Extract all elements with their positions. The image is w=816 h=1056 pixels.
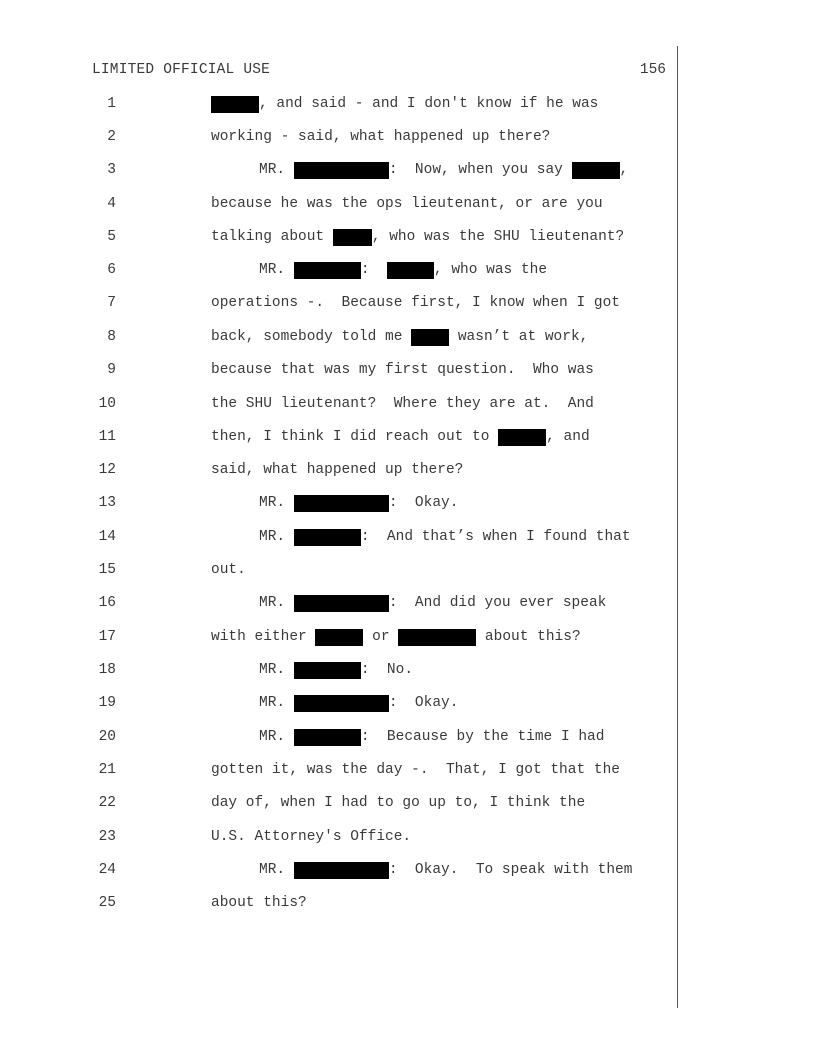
redaction-block [333,229,372,246]
text-segment: : Because by the time I had [360,729,605,745]
line-text [211,559,246,581]
redaction-block [294,495,389,512]
speaker-prefix: MR. [259,495,294,511]
line-text [259,692,458,714]
line-number: 2 [107,129,116,145]
line-number: 20 [98,729,116,745]
text-segment: or [363,629,399,645]
text-segment: said, what happened up there? [211,462,464,478]
line-text [211,759,620,781]
text-segment: , [619,162,629,178]
line-number: 8 [107,329,116,345]
line-number: 13 [98,495,116,511]
page-number: 156 [639,62,666,78]
line-text [259,492,458,514]
line-text [259,159,628,181]
transcript-line [0,759,816,781]
text-segment: out. [211,562,246,578]
line-number: 5 [107,229,116,245]
line-text [211,359,594,381]
transcript-line [0,426,816,448]
text-segment: : And that’s when I found that [360,529,631,545]
text-segment: : No. [360,662,414,678]
transcript-line [0,93,816,115]
transcript-line [0,259,816,281]
transcript-line [0,592,816,614]
speaker-prefix: MR. [259,662,294,678]
line-number: 25 [98,895,116,911]
text-segment: about this? [211,895,307,911]
redaction-block [294,162,389,179]
text-segment: U.S. Attorney's Office. [211,829,412,845]
text-segment: : And did you ever speak [388,595,607,611]
transcript-line [0,326,816,348]
text-segment: day of, when I had to go up to, I think the [211,795,586,811]
transcript-line [0,292,816,314]
transcript-line [0,726,816,748]
speaker-prefix: MR. [259,729,294,745]
text-segment: : Okay. [388,695,459,711]
redaction-block [294,695,389,712]
line-number: 3 [107,162,116,178]
transcript-line [0,459,816,481]
redaction-block [294,262,361,279]
line-number: 7 [107,295,116,311]
redaction-block [498,429,546,446]
line-text [211,626,581,648]
line-text [211,826,411,848]
speaker-prefix: MR. [259,529,294,545]
text-segment: : Okay. [388,495,459,511]
line-number: 12 [98,462,116,478]
transcript-line [0,393,816,415]
text-segment: : [360,262,387,278]
line-number: 21 [98,762,116,778]
line-text [259,659,413,681]
line-text [259,592,606,614]
text-segment: with either [211,629,316,645]
transcript-line [0,159,816,181]
transcript-line [0,892,816,914]
line-text [259,726,604,748]
speaker-prefix: MR. [259,262,294,278]
transcript-line [0,492,816,514]
text-segment: gotten it, was the day -. That, I got that the [211,762,620,778]
line-number: 16 [98,595,116,611]
line-number: 18 [98,662,116,678]
text-segment: , who was the SHU lieutenant? [371,229,625,245]
transcript-line [0,792,816,814]
line-number: 11 [98,429,116,445]
transcript-line [0,859,816,881]
transcript-line [0,659,816,681]
text-segment: back, somebody told me [211,329,412,345]
transcript-line [0,359,816,381]
line-text [211,459,463,481]
text-segment: because he was the ops lieutenant, or are you [211,196,603,212]
line-text [211,326,588,348]
line-text [211,892,307,914]
line-number: 9 [107,362,116,378]
line-text [259,859,632,881]
text-segment: : Okay. To speak with them [388,862,633,878]
text-segment: , who was the [433,262,548,278]
transcript-line [0,626,816,648]
transcript-line [0,826,816,848]
text-segment: , and [546,429,590,445]
speaker-prefix: MR. [259,862,294,878]
line-text [259,526,631,548]
line-number: 19 [98,695,116,711]
classification-header: LIMITED OFFICIAL USE [92,62,271,78]
redaction-block [411,329,449,346]
redaction-block [387,262,434,279]
text-segment: about this? [476,629,581,645]
line-number: 15 [98,562,116,578]
line-number: 6 [107,262,116,278]
transcript-line [0,526,816,548]
text-segment: working - said, what happened up there? [211,129,551,145]
line-text [211,226,624,248]
line-text [211,792,585,814]
line-number: 10 [98,396,116,412]
line-number: 1 [107,96,116,112]
line-text [211,393,594,415]
line-text [259,259,547,281]
redaction-block [294,729,361,746]
transcript-line [0,692,816,714]
line-number: 23 [98,829,116,845]
text-segment: talking about [211,229,333,245]
speaker-prefix: MR. [259,695,294,711]
line-number: 14 [98,529,116,545]
speaker-prefix: MR. [259,162,294,178]
text-segment: then, I think I did reach out to [211,429,499,445]
redaction-block [572,162,620,179]
redaction-block [398,629,476,646]
redaction-block [294,595,389,612]
line-number: 17 [98,629,116,645]
text-segment: the SHU lieutenant? Where they are at. And [211,396,594,412]
transcript-line [0,559,816,581]
transcript-line [0,226,816,248]
transcript-line [0,193,816,215]
line-text [211,93,598,115]
line-number: 22 [98,795,116,811]
line-text [211,126,550,148]
text-segment: wasn’t at work, [449,329,589,345]
line-text [211,426,590,448]
redaction-block [315,629,363,646]
redaction-block [294,529,361,546]
transcript-line [0,126,816,148]
line-number: 4 [107,196,116,212]
text-segment: : Now, when you say [388,162,572,178]
text-segment: , and said - and I don't know if he was [259,96,599,112]
redaction-block [294,862,389,879]
text-segment: because that was my first question. Who was [211,362,594,378]
redaction-block [294,662,361,679]
speaker-prefix: MR. [259,595,294,611]
line-number: 24 [98,862,116,878]
text-segment: operations -. Because first, I know when I got [211,295,620,311]
redaction-block [211,96,259,113]
line-text [211,292,620,314]
line-text [211,193,603,215]
